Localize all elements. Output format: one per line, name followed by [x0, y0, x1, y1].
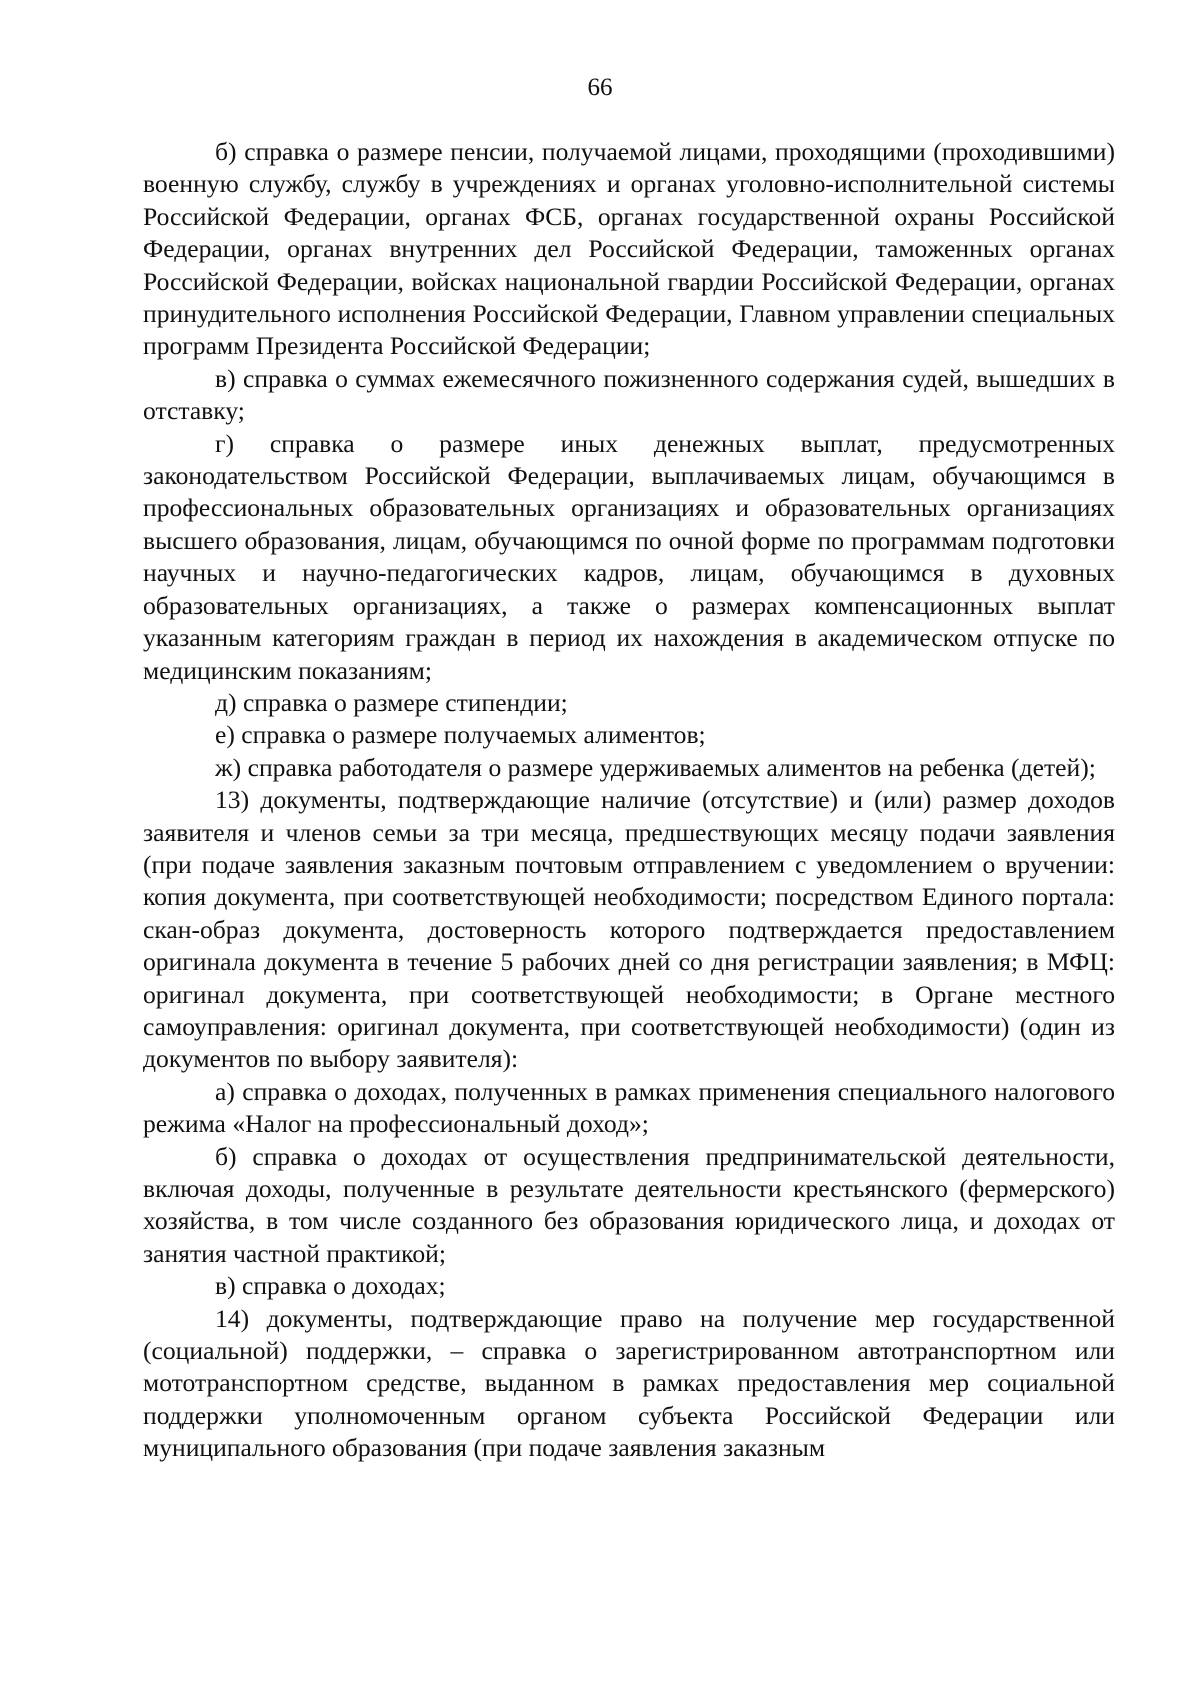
paragraph-e-alimony-received: е) справка о размере получаемых алиментов;: [215, 720, 706, 750]
page-number: 66: [587, 74, 613, 101]
paragraph-14-support-documents: 14) документы, подтверждающие право на получение мер государственной (социальной) поддержки, – справка о зарегистрированном автотранспортном или мототранспортном средстве, выданном в рамках предоставления мер социальной поддержки уполномоченным органом субъекта Российской Федерации или муниципального образования (при подаче заявления заказным: [143, 1303, 1115, 1463]
paragraph-d-stipend: д) справка о размере стипендии;: [215, 687, 568, 717]
document-body: [143, 136, 1115, 1465]
paragraph-v-judges-allowance: в) справка о суммах ежемесячного пожизненного содержания судей, вышедших в отставку;: [143, 363, 1115, 426]
paragraph-g-other-payments: г) справка о размере иных денежных выплат, предусмотренных законодательством Российской Федерации, выплачиваемых лицам, обучающимся в профессиональных образовательных организациях и образовательных организациях высшего образования, лицам, обучающимся по очной форме по программам подготовки научных и научно-педагогических кадров, лицам, обучающимся в духовных образовательных организациях, а также о размерах компенсационных выплат указанным категориям граждан в период их нахождения в академическом отпуске по медицинским показаниям;: [143, 428, 1115, 685]
paragraph-zh-alimony-withheld: ж) справка работодателя о размере удерживаемых алиментов на ребенка (детей);: [215, 752, 1096, 782]
paragraph-a-professional-income: а) справка о доходах, полученных в рамках применения специального налогового режима «Налог на профессиональный доход»;: [143, 1076, 1115, 1139]
paragraph-b-business-income: б) справка о доходах от осуществления предпринимательской деятельности, включая доходы, полученные в результате деятельности крестьянского (фермерского) хозяйства, в том числе созданного без образования юридического лица, и доходах от занятия частной практикой;: [143, 1141, 1115, 1268]
paragraph-b-pension-certificate: б) справка о размере пенсии, получаемой лицами, проходящими (проходившими) военную службу, службу в учреждениях и органах уголовно-исполнительной системы Российской Федерации, органах ФСБ, органах государственной охраны Российской Федерации, органах внутренних дел Российской Федерации, таможенных органах Российской Федерации, войсках национальной гвардии Российской Федерации, органах принудительного исполнения Российской Федерации, Главном управлении специальных программ Президента Российской Федерации;: [143, 137, 1115, 361]
paragraph-13-income-documents: 13) документы, подтверждающие наличие (отсутствие) и (или) размер доходов заявителя и членов семьи за три месяца, предшествующих месяцу подачи заявления (при подаче заявления заказным почтовым отправлением с уведомлением о вручении: копия документа, при соответствующей необходимости; посредством Единого портала: скан-образ документа, достоверность которого подтверждается предоставлением оригинала документа в течение 5 рабочих дней со дня регистрации заявления; в МФЦ: оригинал документа, при соответствующей необходимости; в Органе местного самоуправления: оригинал документа, при соответствующей необходимости) (один из документов по выбору заявителя):: [143, 785, 1115, 1074]
paragraph-v-income-certificate: в) справка о доходах;: [215, 1271, 446, 1301]
